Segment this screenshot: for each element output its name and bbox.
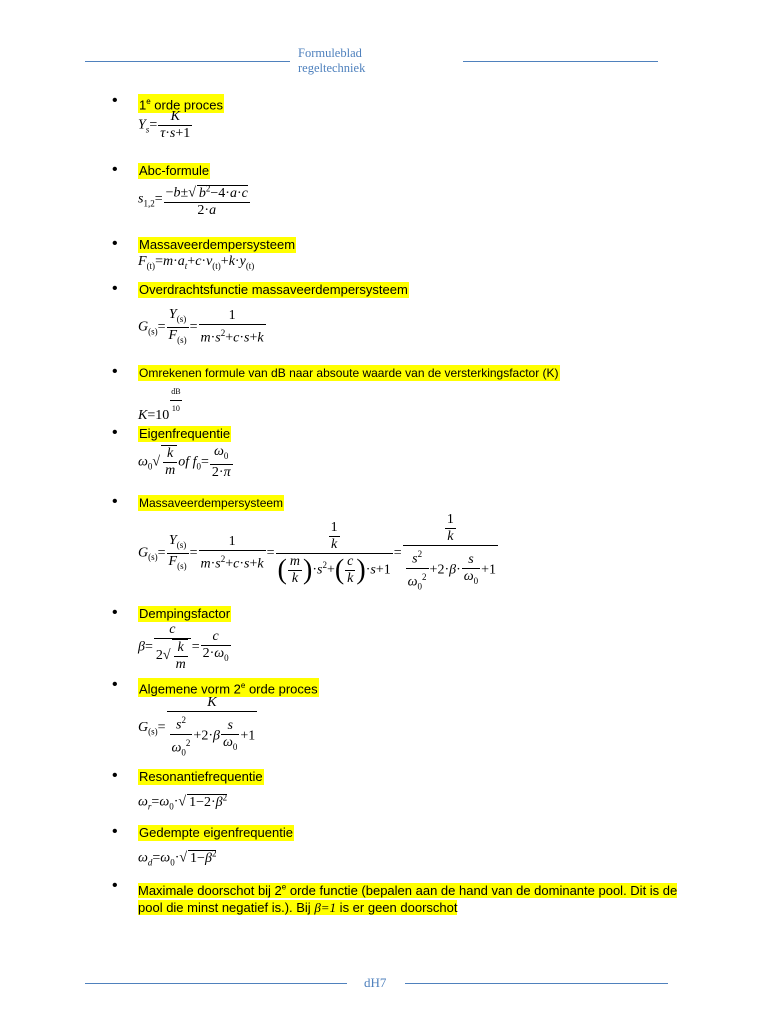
formula-db-conversion: K=10 $\frac{dB}{10}$: [138, 384, 183, 424]
bullet: •: [112, 493, 118, 510]
footer-rule-right: [405, 983, 668, 984]
item-label: Gedempte eigenfrequentie: [139, 825, 293, 840]
formula-first-order: $Y_s=$ $\frac{K}{\tau\cdot s+1}$: [138, 109, 191, 141]
item-label: Maximale doorschot bij 2e orde functie (bepalen aan de hand van de dominante pool. Dit is de pool die minst negatief is.). Bij β=1 is er geen doorschot: [138, 883, 678, 916]
footer-text: dH7: [364, 975, 387, 990]
header-title-line2: regeltechniek: [298, 61, 366, 75]
formula-natural-frequency: $\omega_0√$ $\frac{k}{m}$ of $f_0=$ $\frac{\omega_0}{2\cdot\pi}$: [138, 444, 231, 480]
bullet: •: [112, 823, 118, 840]
header-rule-right: [463, 61, 658, 62]
formula-transfer-function: $G_{(s)}=$ $\frac{Y_{(s)}}{F_{(s)}}$ = $\frac{1}{m\cdot s^2+c\cdot s+k}$: [138, 307, 264, 346]
header-title: [298, 46, 365, 76]
formula-resonance-frequency: $\omega_r=\omega_0\cdot√$ $1-2\cdot\beta^2$: [138, 792, 228, 812]
formula-damping-factor: β= c 2√ $\frac{k}{m}$ = $\frac{c}{2\cdot\omega_0}$: [138, 622, 229, 672]
bullet: •: [112, 161, 118, 178]
bullet: •: [112, 235, 118, 252]
formula-mass-spring-2: $G_{(s)}=$ $\frac{Y_{(s)}}{F_{(s)}}$ = $\frac{1}{m\cdot s^2+c\cdot s+k}$ = $\frac{1}{k}$ ( $\frac{m}{k}$ )$\cdot s^2+$( $\frac{c}{k}$ )·s+1 = $\frac{1}{k}$ $\frac{s^2}{\omega_0^2}$ +2·β· $\frac{s}{\omega_0}$ +1: [138, 512, 497, 592]
footer-rule-left: [85, 983, 347, 984]
bullet: •: [112, 280, 118, 297]
formula-abc: $s_{1,2}=$ $\frac{-b\pm√ b^2-4\cdot a\cdot c}{2\cdot a}$: [138, 180, 251, 219]
bullet: •: [112, 767, 118, 784]
bullet: •: [112, 604, 118, 621]
header-rule-left: [85, 61, 290, 62]
bullet: •: [112, 676, 118, 693]
item-label: Dempingsfactor: [139, 606, 231, 621]
bullet: •: [112, 363, 118, 380]
bullet: •: [112, 424, 118, 441]
formula-damped-frequency: $\omega_d=\omega_0\cdot√$ $1-\beta^2$: [138, 848, 217, 868]
item-label: Omrekenen formule van dB naar absoute waarde van de versterkingsfactor (K): [139, 366, 559, 380]
item-label: Algemene vorm 2e orde proces: [138, 678, 319, 697]
header-title-line1: Formuleblad: [298, 46, 362, 60]
item-label: Massaveerdempersysteem: [139, 496, 284, 510]
item-label: Abc-formule: [139, 163, 210, 178]
item-label: Overdrachtsfunctie massaveerdempersysteem: [139, 282, 408, 297]
item-label: 1e orde proces: [138, 94, 224, 113]
item-label: Massaveerdempersysteem: [139, 237, 296, 252]
formula-general-second-order: $G_{(s)}=$ K $\frac{s^2}{\omega_0^2}$ +2·β $\frac{s}{\omega_0}$ +1: [138, 695, 256, 758]
bullet: •: [112, 877, 118, 894]
item-label: Eigenfrequentie: [139, 426, 231, 441]
formula-mass-spring: $F_{(t)}=m\cdot a_t+c\cdot v_{(t)}+k\cdot y_{(t)}$: [138, 254, 255, 271]
bullet: •: [112, 92, 118, 109]
item-label: Resonantiefrequentie: [139, 769, 263, 784]
